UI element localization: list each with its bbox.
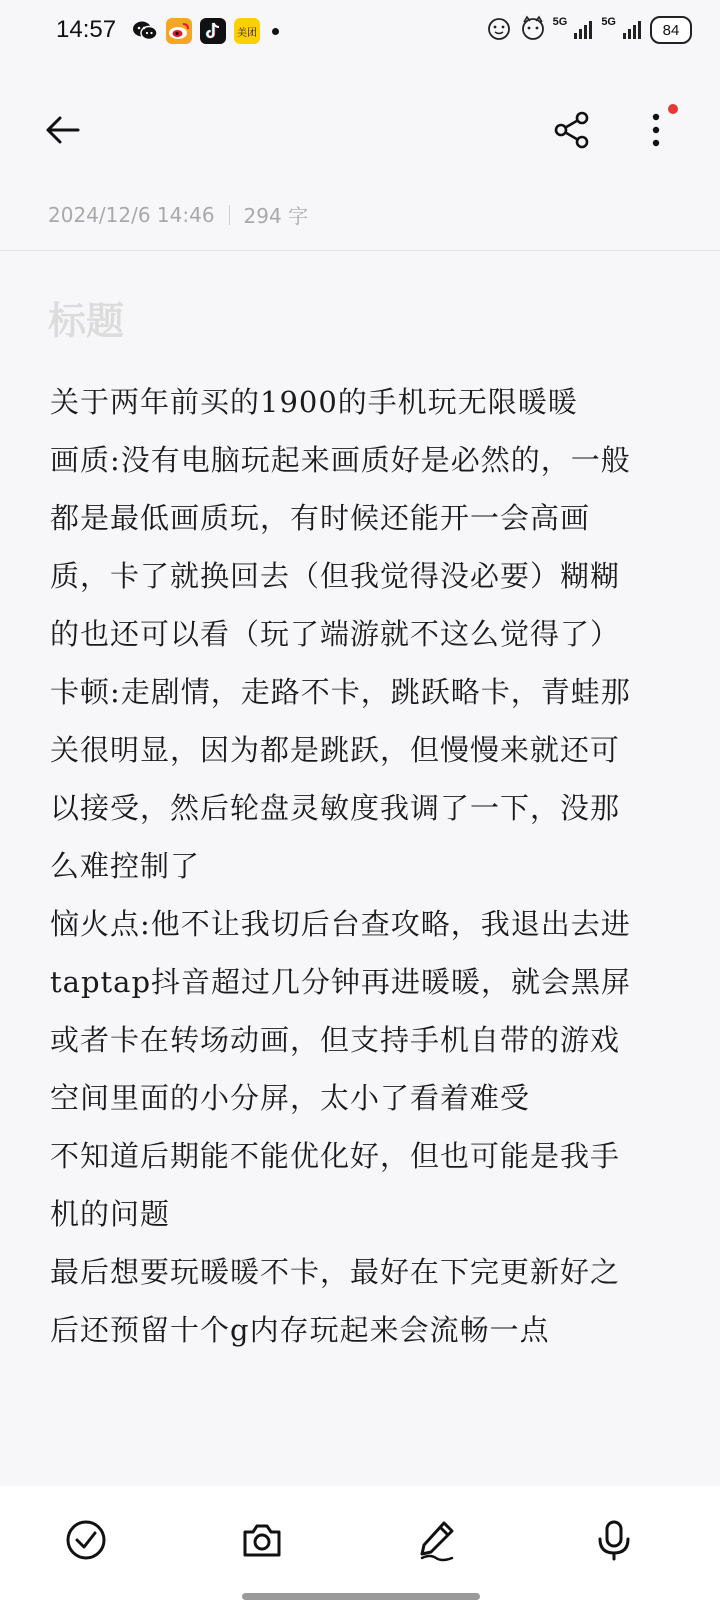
note-line: 关很明显，因为都是跳跃，但慢慢来就还可 bbox=[50, 733, 621, 767]
status-app-notifications bbox=[132, 18, 279, 44]
status-sticker-icon bbox=[519, 14, 547, 46]
battery-indicator: 84 bbox=[650, 16, 692, 44]
signal-label-2: 5G bbox=[601, 16, 616, 28]
note-line: taptap抖音超过几分钟再进暖暖，就会黑屏 bbox=[50, 965, 632, 999]
back-button[interactable] bbox=[36, 104, 88, 156]
note-meta bbox=[48, 200, 308, 229]
handwriting-button[interactable] bbox=[410, 1512, 466, 1568]
pen-icon bbox=[416, 1518, 460, 1562]
note-line: 画质:没有电脑玩起来画质好是必然的，一般 bbox=[50, 443, 631, 477]
camera-icon bbox=[240, 1518, 284, 1562]
check-circle-icon bbox=[64, 1518, 108, 1562]
weibo-icon bbox=[166, 18, 192, 44]
note-line: 空间里面的小分屏，太小了看着难受 bbox=[50, 1081, 531, 1115]
note-word-count: 294 字 bbox=[243, 204, 309, 228]
note-line: 最后想要玩暖暖不卡，最好在下完更新好之 bbox=[50, 1255, 621, 1289]
note-line: 关于两年前买的1900的手机玩无限暖暖 bbox=[50, 385, 578, 419]
note-line: 卡顿:走剧情，走路不卡，跳跃略卡，青蛙那 bbox=[50, 675, 631, 709]
voice-input-button[interactable] bbox=[586, 1512, 642, 1568]
note-body-text[interactable] bbox=[50, 373, 670, 1359]
signal-icon bbox=[573, 15, 595, 45]
note-line: 质，卡了就换回去（但我觉得没必要）糊糊 bbox=[50, 559, 621, 593]
note-line: 机的问题 bbox=[50, 1197, 171, 1231]
editor-toolbar bbox=[0, 90, 720, 170]
status-bar bbox=[0, 0, 720, 64]
status-time: 14:57 bbox=[56, 16, 117, 43]
update-badge-dot bbox=[668, 104, 678, 114]
note-line: 都是最低画质玩，有时候还能开一会高画 bbox=[50, 501, 591, 535]
camera-button[interactable] bbox=[234, 1512, 290, 1568]
more-notifications-dot bbox=[272, 28, 279, 35]
note-line: 或者卡在转场动画，但支持手机自带的游戏 bbox=[50, 1023, 621, 1057]
home-indicator[interactable] bbox=[242, 1593, 480, 1600]
meituan-icon: 美团 bbox=[234, 18, 260, 44]
share-button[interactable] bbox=[546, 104, 598, 156]
note-line: 后还预留十个g内存玩起来会流畅一点 bbox=[50, 1313, 550, 1347]
signal-icon bbox=[622, 15, 644, 45]
note-line: 不知道后期能不能优化好，但也可能是我手 bbox=[50, 1139, 621, 1173]
arrow-left-icon bbox=[42, 110, 82, 150]
note-line: 以接受，然后轮盘灵敏度我调了一下，没那 bbox=[50, 791, 621, 825]
checklist-button[interactable] bbox=[58, 1512, 114, 1568]
note-title-input[interactable]: 标题 bbox=[48, 298, 125, 343]
tiktok-icon bbox=[200, 18, 226, 44]
more-vertical-icon bbox=[646, 110, 666, 150]
note-datetime: 2024/12/6 14:46 bbox=[48, 202, 215, 227]
status-indicators bbox=[485, 14, 692, 46]
note-line: 的也还可以看（玩了端游就不这么觉得了） bbox=[50, 617, 621, 651]
signal-label-1: 5G bbox=[552, 16, 568, 28]
note-line: 么难控制了 bbox=[50, 849, 201, 883]
status-sticker-icon bbox=[485, 14, 513, 46]
meta-separator bbox=[229, 205, 230, 225]
share-icon bbox=[552, 110, 592, 150]
header-divider bbox=[0, 250, 720, 251]
microphone-icon bbox=[592, 1518, 636, 1562]
note-line: 恼火点:他不让我切后台查攻略，我退出去进 bbox=[50, 907, 631, 941]
wechat-icon bbox=[132, 18, 158, 44]
